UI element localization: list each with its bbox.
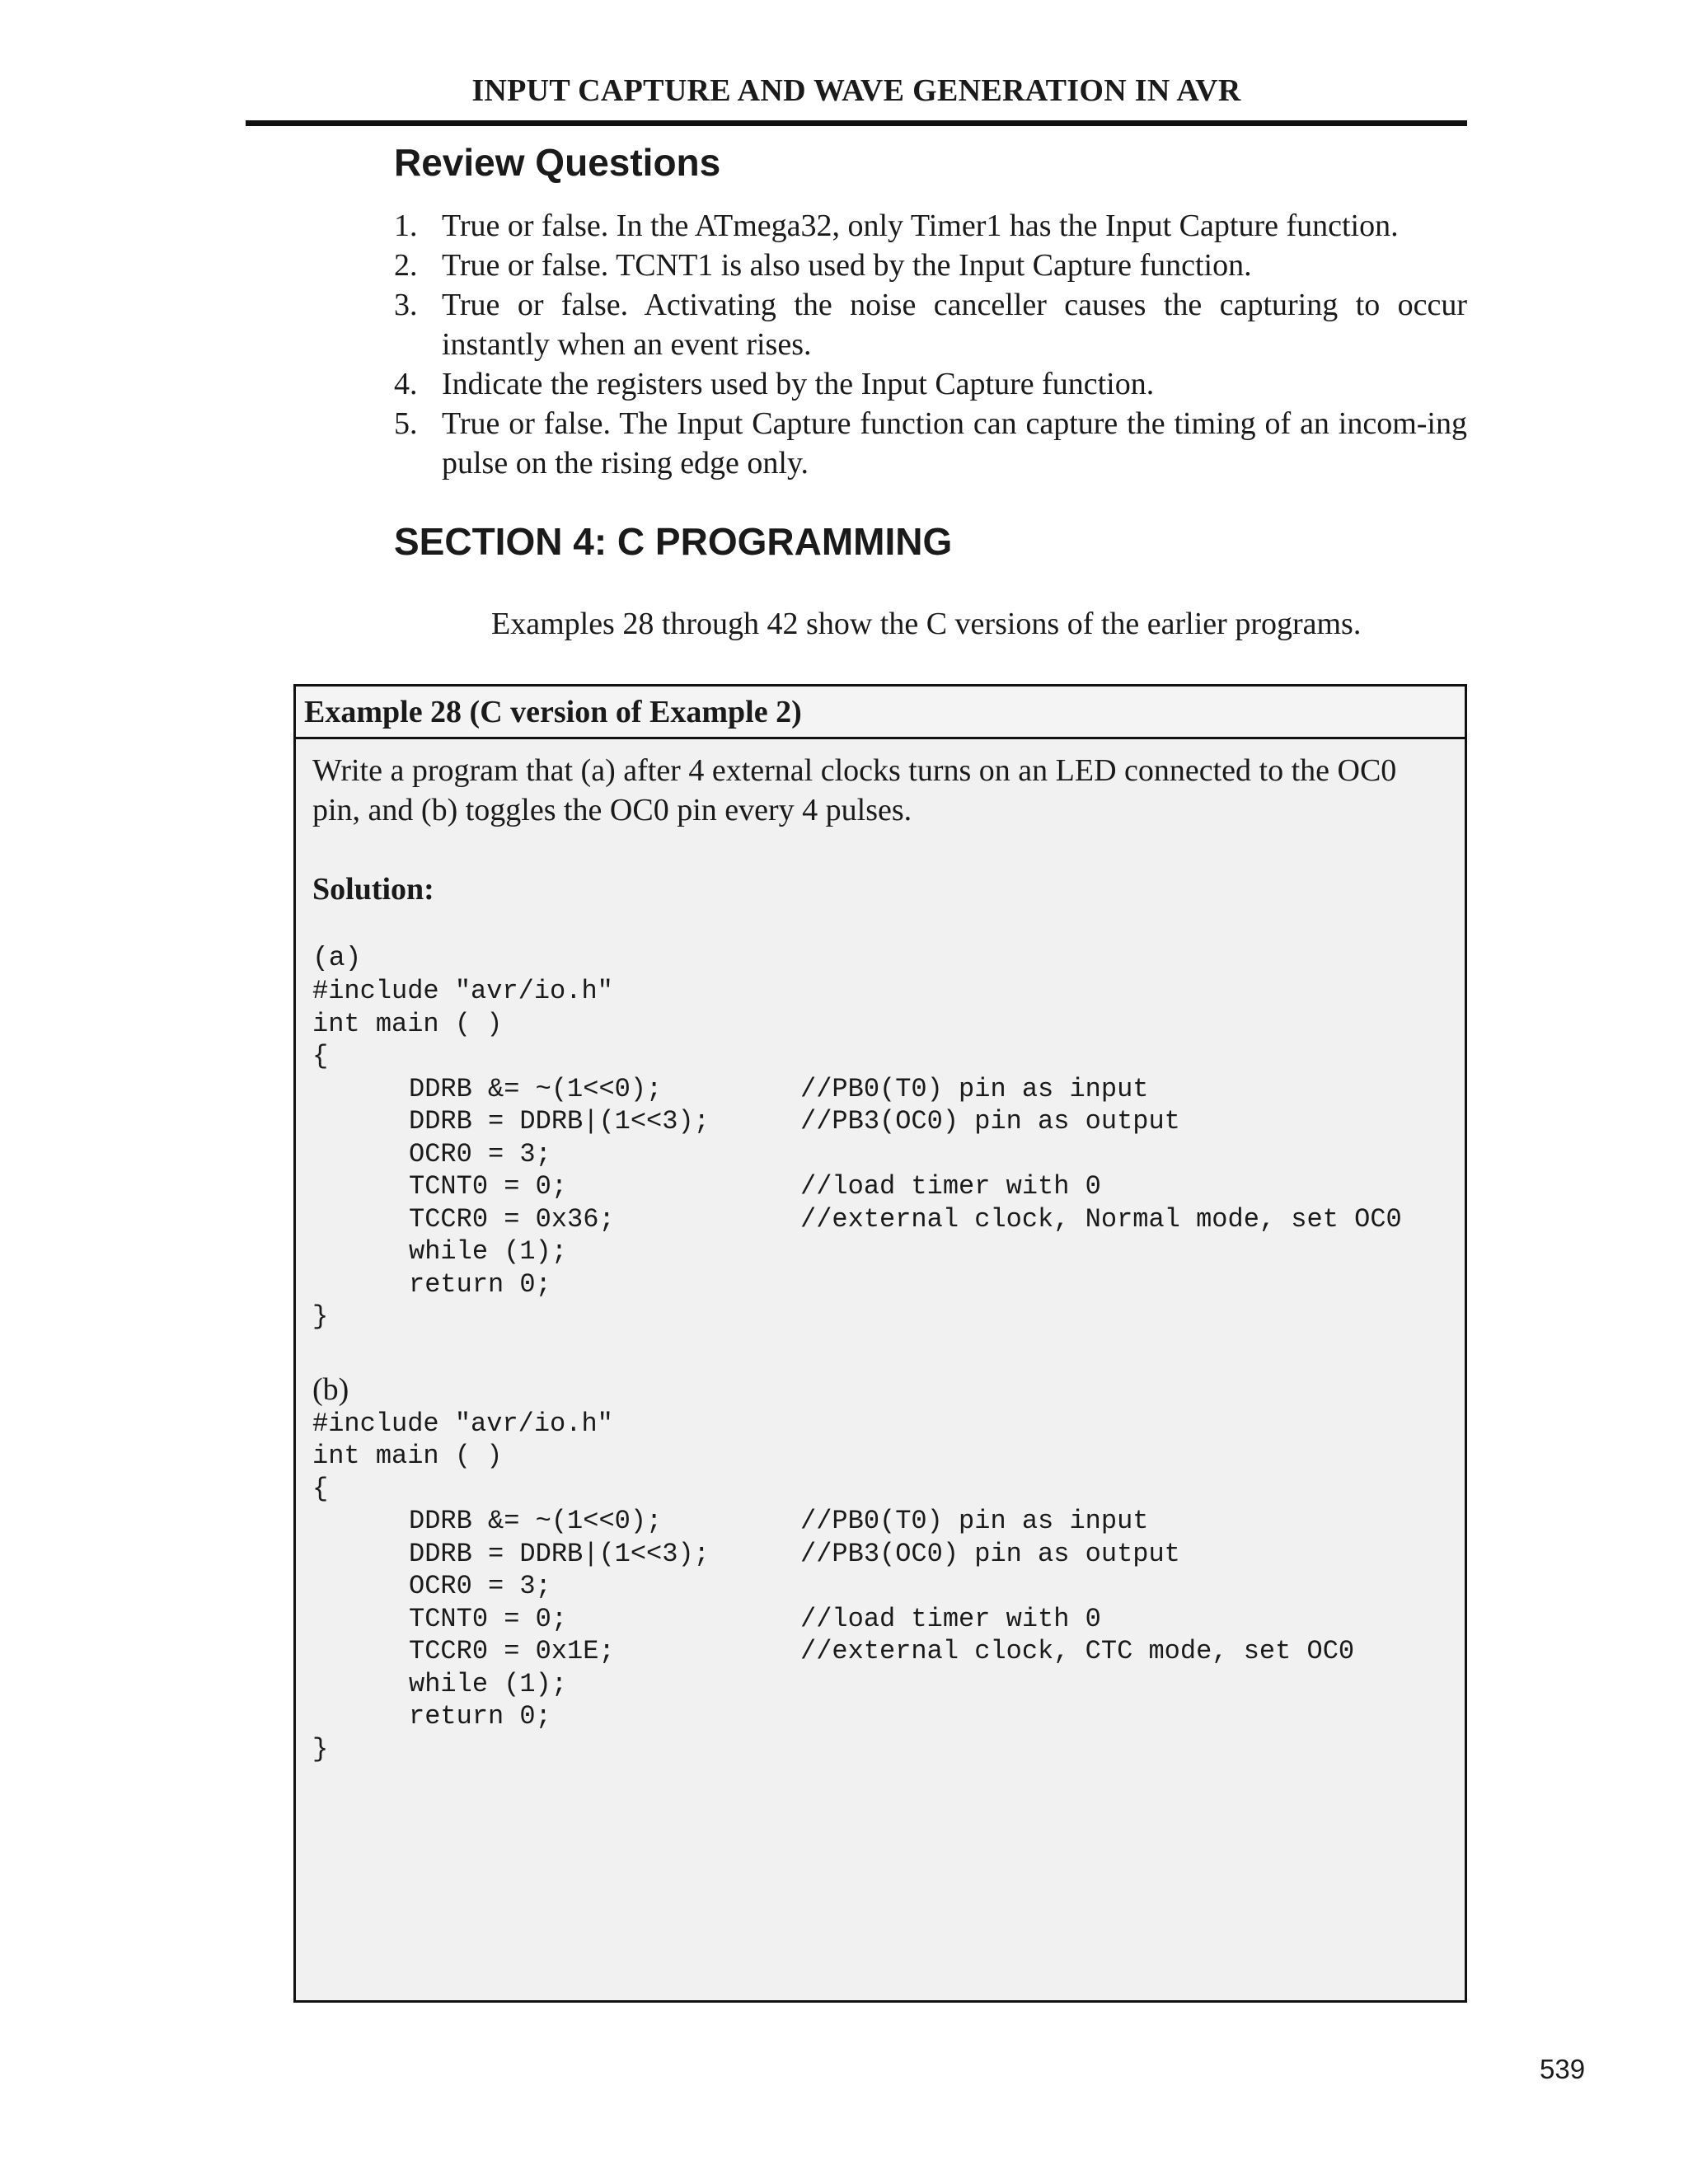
section-intro: Examples 28 through 42 show the C versions of the earlier programs.: [491, 607, 1362, 641]
running-head: INPUT CAPTURE AND WAVE GENERATION IN AVR: [471, 73, 1241, 108]
example-header: Example 28 (C version of Example 2): [296, 687, 1465, 739]
question-item: [394, 285, 1467, 364]
code-block-a: [312, 975, 1450, 1333]
question-item: [394, 246, 1467, 285]
code-line: [312, 1040, 1450, 1073]
section-title: SECTION 4: C PROGRAMMING: [394, 520, 953, 563]
solution-label: Solution:: [312, 872, 434, 907]
code-line: [312, 1603, 1450, 1636]
code-comment: //PB0(T0) pin as input: [800, 1073, 1149, 1104]
code-line: [312, 975, 1450, 1008]
code-comment: //load timer with 0: [800, 1603, 1101, 1634]
code-statement: #include "avr/io.h": [312, 1408, 613, 1439]
review-questions-list: [394, 206, 1467, 483]
code-statement: }: [312, 1733, 329, 1765]
code-line: [312, 1203, 1450, 1236]
code-line: [312, 1700, 1450, 1733]
code-statement: DDRB &= ~(1<<0);: [409, 1073, 663, 1104]
question-number: 2.: [394, 248, 418, 283]
code-line: [312, 1733, 1450, 1766]
code-line: [312, 1073, 1450, 1106]
code-comment: //PB3(OC0) pin as output: [800, 1106, 1180, 1137]
code-comment: //external clock, Normal mode, set OC0: [800, 1203, 1402, 1235]
code-statement: TCCR0 = 0x1E;: [409, 1636, 615, 1666]
code-comment: //external clock, CTC mode, set OC0: [800, 1636, 1355, 1666]
code-line: [312, 1170, 1450, 1203]
part-b-label: (b): [312, 1371, 349, 1407]
code-statement: return 0;: [409, 1701, 551, 1732]
page-number: 539: [1540, 2054, 1586, 2084]
question-text: True or false. TCNT1 is also used by the Input Capture function.: [442, 248, 1252, 283]
code-line: [312, 1301, 1450, 1333]
code-statement: DDRB &= ~(1<<0);: [409, 1506, 663, 1536]
code-statement: #include "avr/io.h": [312, 976, 613, 1006]
part-a-label: (a): [312, 943, 362, 973]
code-comment: //PB3(OC0) pin as output: [800, 1538, 1180, 1569]
question-number: 3.: [394, 288, 418, 322]
code-line: [312, 1668, 1450, 1701]
question-text: True or false. In the ATmega32, only Timer1 has the Input Capture function.: [442, 209, 1399, 243]
code-statement: TCNT0 = 0;: [409, 1171, 568, 1202]
code-statement: int main ( ): [312, 1441, 503, 1471]
question-number: 4.: [394, 367, 418, 401]
question-item: [394, 404, 1467, 483]
example-box: [293, 684, 1467, 2003]
code-line: [312, 1008, 1450, 1041]
question-number: 1.: [394, 209, 418, 243]
code-statement: OCR0 = 3;: [409, 1138, 551, 1169]
code-statement: DDRB = DDRB|(1<<3);: [409, 1106, 710, 1137]
code-statement: {: [312, 1041, 329, 1071]
question-item: [394, 206, 1467, 246]
code-block-b: [312, 1408, 1450, 1766]
code-line: [312, 1505, 1450, 1538]
question-text: True or false. The Input Capture function can capture the timing of an incom-ing pulse on the rising edge only.: [442, 406, 1467, 480]
code-comment: //load timer with 0: [800, 1171, 1101, 1202]
code-line: [312, 1635, 1450, 1668]
code-line: [312, 1235, 1450, 1268]
code-statement: while (1);: [409, 1668, 568, 1699]
code-line: [312, 1408, 1450, 1441]
code-statement: return 0;: [409, 1268, 551, 1300]
code-line: [312, 1570, 1450, 1603]
code-line: [312, 1105, 1450, 1138]
question-item: [394, 364, 1467, 404]
code-line: [312, 1138, 1450, 1171]
code-statement: OCR0 = 3;: [409, 1571, 551, 1601]
question-number: 5.: [394, 406, 418, 441]
code-line: [312, 1538, 1450, 1571]
question-text: Indicate the registers used by the Input Capture function.: [442, 367, 1155, 401]
code-statement: DDRB = DDRB|(1<<3);: [409, 1538, 710, 1569]
code-statement: TCCR0 = 0x36;: [409, 1203, 615, 1235]
review-questions-title: Review Questions: [394, 141, 721, 184]
code-statement: while (1);: [409, 1236, 568, 1267]
code-comment: //PB0(T0) pin as input: [800, 1506, 1149, 1536]
code-line: [312, 1440, 1450, 1473]
code-statement: int main ( ): [312, 1008, 503, 1039]
question-text: True or false. Activating the noise canceller causes the capturing to occur instantly when an event rises.: [442, 288, 1467, 362]
code-line: [312, 1268, 1450, 1301]
example-body: [296, 751, 1465, 1765]
example-problem: Write a program that (a) after 4 external clocks turns on an LED connected to the OC0 pin, and (b) toggles the OC0 pin every 4 pulses.: [312, 753, 1397, 827]
code-line: [312, 1473, 1450, 1506]
code-statement: TCNT0 = 0;: [409, 1603, 568, 1634]
code-statement: }: [312, 1301, 329, 1332]
code-statement: {: [312, 1473, 329, 1504]
header-rule: [246, 120, 1467, 126]
